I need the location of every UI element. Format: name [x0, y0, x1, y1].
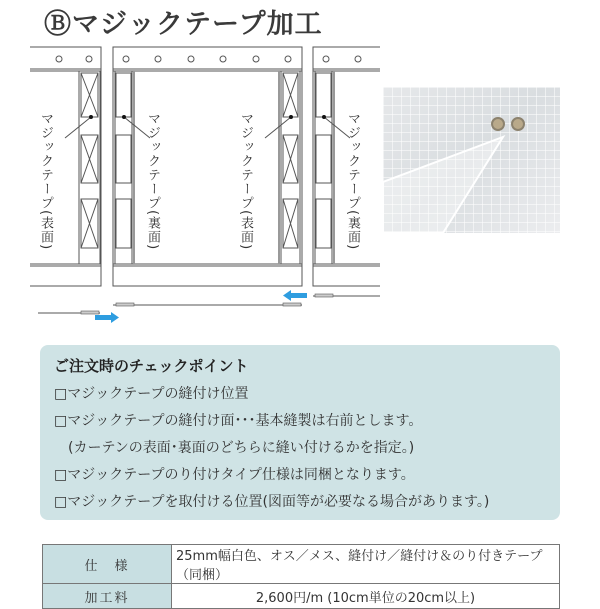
table-row — [43, 545, 560, 584]
product-photo — [383, 87, 560, 233]
label-tape-back: マジックテープ(裏面) — [145, 112, 160, 251]
row-header: 加工料 — [43, 584, 172, 609]
order-checkpoints — [40, 345, 560, 520]
table-row — [43, 584, 560, 609]
checkpoint-item: □マジックテープの縫付け面･･･基本縫製は右前とします。 — [54, 413, 423, 429]
page-title: Ⓑマジックテープ加工 — [44, 9, 323, 40]
checkpoint-item: □マジックテープを取付ける位置(図面等が必要なる場合があります。) — [54, 494, 490, 510]
label-tape-front: マジックテープ(表面) — [238, 112, 253, 251]
label-tape-front: マジックテープ(表面) — [38, 112, 53, 251]
row-value: 2,600円/m (10cm単位の20cm以上) — [172, 584, 560, 609]
row-header: 仕 様 — [43, 545, 172, 584]
tape-front-boxes — [81, 73, 298, 251]
spec-table — [42, 544, 560, 609]
row-value: 25mm幅白色、オス／メス、縫付け／縫付け＆のり付きテープ （同梱） — [172, 545, 560, 584]
label-tape-back: マジックテープ(裏面) — [345, 112, 360, 251]
checkpoints-heading: ご注文時のチェックポイント — [54, 357, 249, 375]
arrow-left-icon — [283, 290, 307, 301]
grommet-holes — [56, 56, 361, 62]
panel-middle — [113, 47, 302, 286]
checkpoint-item: □マジックテープのり付けタイプ仕様は同梱となります。 — [54, 467, 415, 483]
checkpoint-item: □マジックテープの縫付け位置 — [54, 386, 249, 402]
checkpoint-item: (カーテンの表面･裏面のどちらに縫い付けるかを指定。) — [54, 440, 415, 456]
